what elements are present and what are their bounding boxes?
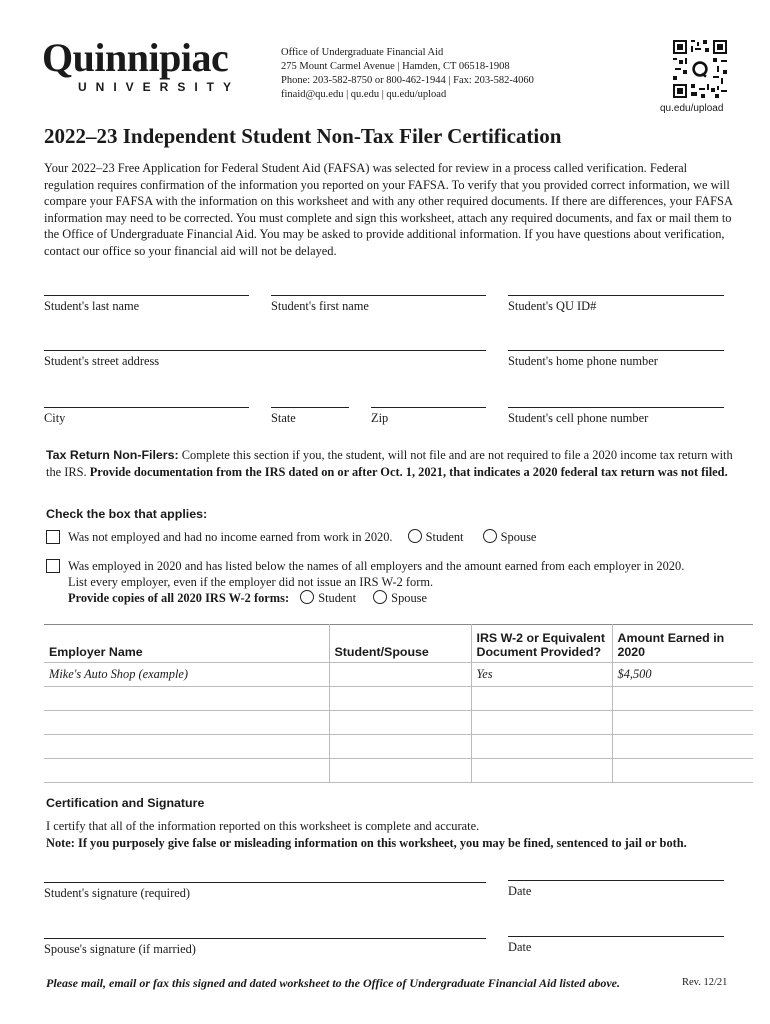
revision-date: Rev. 12/21 [682,977,728,988]
office-phone: Phone: 203-582-8750 or 800-462-1944 | Fax: 203-582-4060 [281,75,534,86]
employed-text-2: List every employer, even if the employer did not issue an IRS W-2 form. [68,575,434,589]
no-income-text: Was not employed and had no income earned from work in 2020. [68,530,393,544]
office-address [281,46,534,102]
table-cell[interactable] [44,759,329,783]
cell-phone-label: Student's cell phone number [508,411,649,425]
employed-option [68,558,748,606]
table-cell[interactable] [612,759,753,783]
intro-paragraph: Your 2022–23 Free Application for Federal Student Aid (FAFSA) was selected for review in a process called verification. Federal regulation requires confirmation of the information you reported on your FAFSA. To verify that you provided correct information, we will compare your FAFSA with the information on this worksheet and with any other required documents. If there are differences, your FAFSA information may need to be corrected. You must complete and sign this worksheet, attach any required documents, and fax or mail them to the Office of Undergraduate Financial Aid. You may be asked to provide additional information. If you have questions about verification, contact our office so your financial aid will not be delayed. [44,161,733,258]
qr-label: qu.edu/upload [660,103,724,114]
table-row [44,759,753,783]
no-income-spouse-label: Spouse [500,530,537,544]
table-row [44,687,753,711]
qu-id-label: Student's QU ID# [508,299,597,313]
city-label: City [44,411,66,425]
w2-spouse-radio[interactable] [373,590,387,604]
table-cell[interactable] [44,711,329,735]
no-income-student-label: Student [425,530,464,544]
footer-instructions: Please mail, email or fax this signed and dated worksheet to the Office of Undergraduate Financial Aid listed above. [46,976,620,990]
cell-phone-field[interactable] [508,407,724,426]
home-phone-field[interactable] [508,350,724,369]
table-row [44,711,753,735]
student-signature-field[interactable] [44,882,486,901]
qr-code-icon[interactable] [673,40,727,98]
no-income-option [68,529,536,545]
table-cell[interactable] [329,711,471,735]
table-cell[interactable] [471,711,612,735]
table-cell[interactable] [329,663,471,687]
w2-spouse-label: Spouse [391,591,427,605]
w2-copies-text: Provide copies of all 2020 IRS W-2 forms: [68,591,290,605]
amount-earned-header: Amount Earned in 2020 [612,625,753,663]
certification-text [46,818,736,851]
office-web: finaid@qu.edu | qu.edu | qu.edu/upload [281,89,447,100]
student-signature-label: Student's signature (required) [44,886,191,900]
w2-student-label: Student [318,591,357,605]
certification-heading: Certification and Signature [46,796,205,810]
nonfiler-text: Complete this section if you, the student, will not file and are not required to file a 2020 income tax return with the IRS. [46,448,733,479]
spouse-signature-field[interactable] [44,938,486,957]
first-name-field[interactable] [271,295,486,314]
office-name: Office of Undergraduate Financial Aid [281,47,444,58]
student-date-field[interactable] [508,880,724,899]
last-name-label: Student's last name [44,299,140,313]
zip-label: Zip [371,411,389,425]
w2-student-option[interactable] [300,591,356,605]
no-income-student-radio[interactable] [408,529,422,543]
table-cell[interactable] [329,759,471,783]
table-row [44,735,753,759]
certification-warning: Note: If you purposely give false or misleading information on this worksheet, you may be fined, sentenced to jail or both. [46,835,687,850]
state-label: State [271,411,296,425]
office-street: 275 Mount Carmel Avenue | Hamden, CT 06518-1908 [281,61,510,72]
certification-statement: I certify that all of the information reported on this worksheet is complete and accurate. [46,819,480,833]
page-title: 2022–23 Independent Student Non-Tax Filer Certification [44,124,562,148]
no-income-student-option[interactable] [408,530,464,544]
qu-id-field[interactable] [508,295,724,314]
table-cell[interactable] [329,735,471,759]
no-income-spouse-option[interactable] [483,530,537,544]
home-phone-label: Student's home phone number [508,354,658,368]
nonfiler-instructions [46,447,736,480]
table-row [44,663,753,687]
logo-subtitle: UNIVERSITY [78,80,241,94]
street-address-field[interactable] [44,350,486,369]
w2-student-radio[interactable] [300,590,314,604]
no-income-spouse-radio[interactable] [483,529,497,543]
table-cell[interactable] [612,711,753,735]
nonfiler-label: Tax Return Non-Filers: [46,448,179,462]
table-cell[interactable]: Yes [471,663,612,687]
street-address-label: Student's street address [44,354,160,368]
zip-field[interactable] [371,407,486,426]
check-heading: Check the box that applies: [46,507,208,521]
spouse-date-label: Date [508,940,532,954]
first-name-label: Student's first name [271,299,369,313]
employer-table [44,624,753,783]
table-cell[interactable] [329,687,471,711]
table-cell[interactable] [471,759,612,783]
table-cell[interactable] [612,687,753,711]
student-spouse-header: Student/Spouse [329,625,471,663]
w2-provided-header: IRS W-2 or Equivalent Document Provided? [471,625,612,663]
table-cell[interactable]: Mike's Auto Shop (example) [44,663,329,687]
w2-spouse-option[interactable] [373,591,427,605]
student-date-label: Date [508,884,532,898]
logo-wordmark: Quinnipiac [42,35,229,80]
table-cell[interactable] [471,735,612,759]
table-cell[interactable] [471,687,612,711]
nonfiler-requirement: Provide documentation from the IRS dated on or after Oct. 1, 2021, that indicates a 2020 federal tax return was not filed. [89,464,728,479]
no-income-checkbox[interactable] [46,530,60,544]
table-cell[interactable] [44,735,329,759]
city-field[interactable] [44,407,249,426]
employed-checkbox[interactable] [46,559,60,573]
table-cell[interactable] [612,735,753,759]
spouse-date-field[interactable] [508,936,724,955]
employer-name-header: Employer Name [44,625,329,663]
last-name-field[interactable] [44,295,249,314]
state-field[interactable] [271,407,349,426]
spouse-signature-label: Spouse's signature (if married) [44,942,196,956]
table-cell[interactable]: $4,500 [612,663,753,687]
table-cell[interactable] [44,687,329,711]
table-header-row [44,625,753,663]
employed-text-1: Was employed in 2020 and has listed below the names of all employers and the amount earned from each employer in 2020. [68,559,685,573]
